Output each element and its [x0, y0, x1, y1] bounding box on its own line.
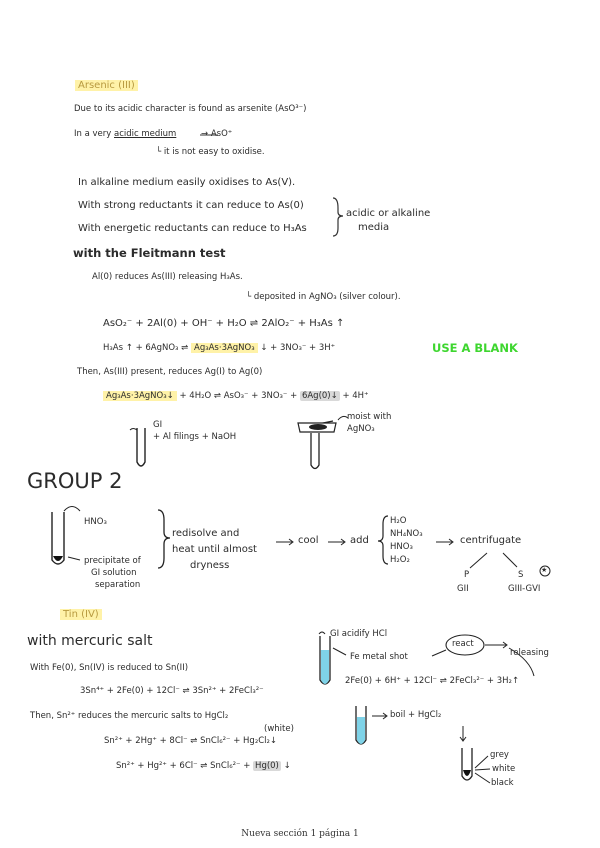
use-a-blank-note: USE A BLANK	[432, 341, 518, 355]
releasing-label: releasing	[510, 648, 549, 658]
tin-eq-1: 3Sn⁴⁺ + 2Fe(0) + 12Cl⁻ ⇌ 3Sn²⁺ + 2FeCl₃²⁻	[80, 686, 264, 696]
black-label: black	[491, 778, 514, 788]
step2-cool: cool	[298, 535, 319, 546]
step1-line-a: redisolve and	[172, 528, 240, 539]
tin-subtitle: with mercuric salt	[27, 633, 153, 649]
page-footer: Nueva sección 1 página 1	[241, 829, 359, 839]
gii-label: GII	[457, 584, 469, 594]
fleitmann-title: with the Fleitmann test	[73, 246, 226, 260]
fleitmann-eq-1: AsO₂⁻ + 2Al(0) + OH⁻ + H₂O ⇌ 2AlO₂⁻ + H₃As ↑	[103, 318, 345, 329]
gi-acidify-label: GI acidify HCl	[330, 629, 388, 639]
step3-add: add	[350, 535, 369, 546]
tin-line-1: With Fe(0), Sn(IV) is reduced to Sn(II)	[30, 663, 189, 673]
fleitmann-line-3: Then, As(III) present, reduces Ag(I) to Ag(0)	[77, 367, 263, 377]
group2-title: GROUP 2	[27, 469, 123, 493]
giii-gvi-label: GIII-GVI	[508, 584, 541, 594]
brace-icon	[378, 516, 388, 564]
tin-eq-3: Sn²⁺ + Hg²⁺ + 6Cl⁻ ⇌ SnCl₆²⁻ + Hg(0) ↓	[116, 761, 291, 771]
arsenic-title: Arsenic (III)	[75, 80, 138, 91]
fleitmann-eq-2: H₃As ↑ + 6AgNO₃ ⇌ Ag₃As·3AgNO₃ ↓ + 3NO₃⁻ + 3H⁺	[103, 343, 336, 353]
p-label: P	[464, 570, 470, 580]
arsenic-line-4: In alkaline medium easily oxidises to As(V).	[78, 177, 296, 188]
step1-line-b: heat until almost	[172, 544, 257, 555]
tin-eq-2: Sn²⁺ + 2Hg⁺ + 8Cl⁻ ⇌ SnCl₆²⁻ + Hg₂Cl₂↓	[104, 736, 278, 746]
white-note: (white)	[264, 724, 294, 734]
test-tube-icon	[311, 433, 319, 469]
test-tube-icon	[137, 428, 145, 466]
reagent-4: H₂O₂	[390, 555, 410, 565]
arrow-icon	[470, 553, 487, 568]
reagent-1: H₂O	[390, 516, 407, 526]
arrow-icon	[503, 553, 517, 567]
brace-note-2: media	[358, 222, 390, 233]
react-label: react	[452, 639, 474, 649]
brace-icon	[333, 198, 343, 236]
step4-centrifugate: centrifugate	[460, 535, 522, 546]
moist-label-2: AgNO₃	[347, 424, 375, 434]
brace-icon	[158, 510, 170, 568]
precip-label-1: precipitate of	[84, 556, 141, 566]
arsenic-line-3: └ it is not easy to oxidise.	[156, 147, 265, 157]
fleitmann-line-1: Al(0) reduces As(III) releasing H₃As.	[92, 272, 243, 282]
boil-label: boil + HgCl₂	[390, 710, 442, 720]
moist-label-1: moist with	[347, 412, 392, 422]
arsenic-line-2: In a very acidic medium → AsO⁺	[74, 129, 233, 139]
tube-label-reagents: + Al filings + NaOH	[153, 432, 237, 442]
arsenic-line-6: With energetic reductants can reduce to H₃As	[78, 223, 307, 234]
fleitmann-line-2: └ deposited in AgNO₃ (silver colour).	[246, 292, 401, 302]
fleitmann-eq-3: Ag₃As·3AgNO₃↓ + 4H₂O ⇌ AsO₃⁻ + 3NO₃⁻ + 6Ag(0)↓ + 4H⁺	[103, 391, 369, 401]
step1-line-c: dryness	[190, 560, 230, 571]
arsenic-line-5: With strong reductants it can reduce to As(0)	[78, 200, 304, 211]
fe-shot-label: Fe metal shot	[350, 652, 408, 662]
tin-line-2: Then, Sn²⁺ reduces the mercuric salts to HgCl₂	[30, 711, 229, 721]
grey-label: grey	[490, 750, 509, 760]
brace-note-1: acidic or alkaline	[346, 208, 431, 219]
tube-label-gi: GI	[153, 420, 163, 430]
tin-eq-4: 2Fe(0) + 6H⁺ + 12Cl⁻ ⇌ 2FeCl₃²⁻ + 3H₂↑	[345, 676, 520, 686]
arsenic-line-1: Due to its acidic character is found as arsenite (AsO³⁻)	[74, 104, 307, 114]
hno3-label: HNO₃	[84, 517, 107, 527]
tin-title: Tin (IV)	[60, 609, 102, 620]
reagent-3: HNO₃	[390, 542, 413, 552]
reagent-2: NH₄NO₃	[390, 529, 423, 539]
circle-label: ★	[541, 566, 548, 574]
precip-label-3: separation	[95, 580, 141, 590]
precip-label-2: GI solution	[91, 568, 137, 578]
s-label: S	[518, 570, 524, 580]
white-label: white	[492, 764, 516, 774]
